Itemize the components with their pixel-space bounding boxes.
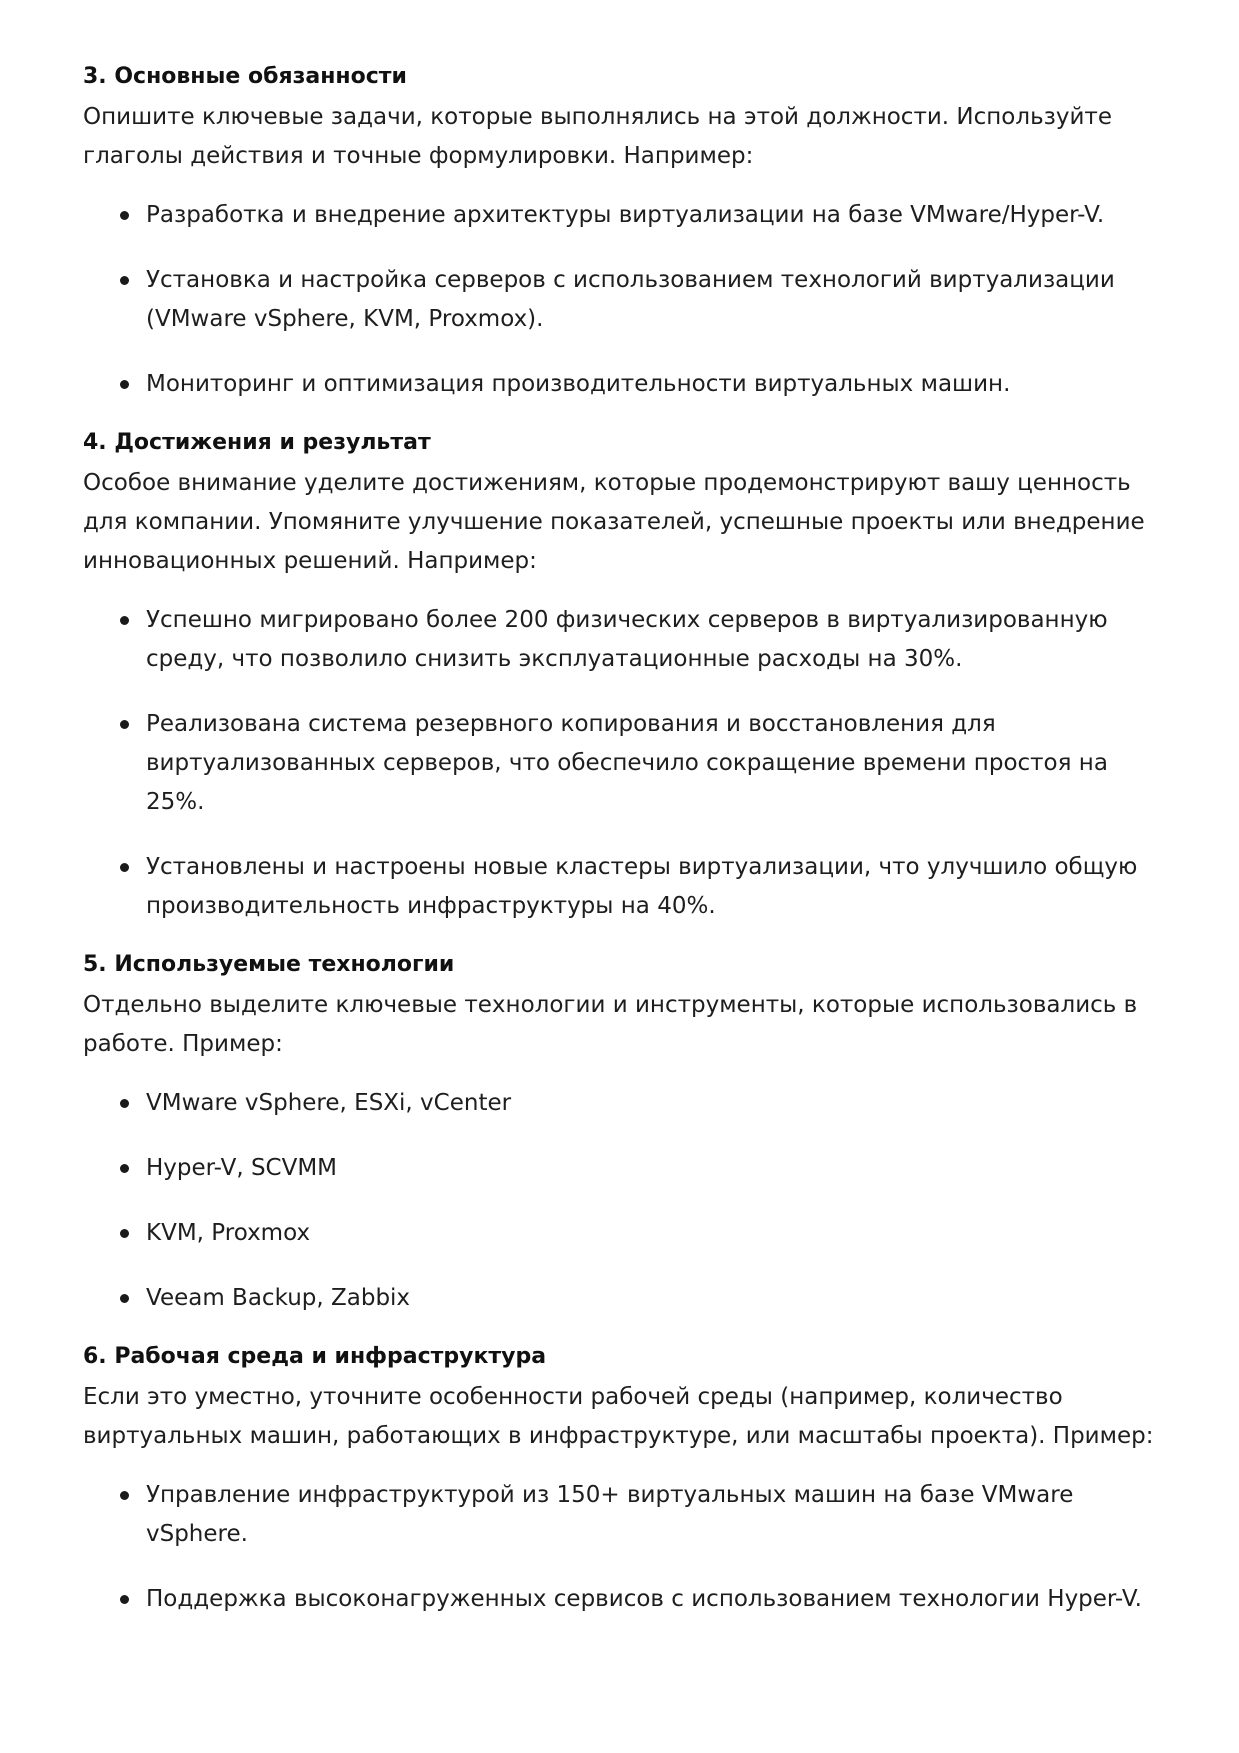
bullet-list	[83, 196, 1169, 404]
bullet-list	[83, 1084, 1169, 1318]
bullet-dot-icon	[120, 1491, 129, 1500]
list-item	[83, 1084, 1169, 1123]
list-item-text: Управление инфраструктурой из 150+ виртуальных машин на базе VMware vSphere.	[146, 1482, 1074, 1547]
list-item-text: Поддержка высоконагруженных сервисов с использованием технологии Hyper-V.	[146, 1586, 1142, 1612]
list-item-text: VMware vSphere, ESXi, vCenter	[146, 1090, 512, 1116]
list-item-text: Успешно мигрировано более 200 физических серверов в виртуализированную среду, что позволило снизить эксплуатационные расходы на 30%.	[146, 607, 1108, 672]
list-item	[83, 196, 1169, 235]
bullet-dot-icon	[120, 276, 129, 285]
bullet-dot-icon	[120, 1595, 129, 1604]
section-environment	[83, 1342, 1169, 1619]
bullet-dot-icon	[120, 863, 129, 872]
bullet-dot-icon	[120, 380, 129, 389]
list-item	[83, 365, 1169, 404]
section-text: Особое внимание уделите достижениям, которые продемонстрируют вашу ценность для компании. Упомяните улучшение показателей, успешные проекты или внедрение инновационных решений. Например:	[83, 470, 1145, 574]
section-text: Если это уместно, уточните особенности рабочей среды (например, количество виртуальных машин, работающих в инфраструктуре, или масштабы проекта). Пример:	[83, 1384, 1154, 1449]
list-item-text: Разработка и внедрение архитектуры виртуализации на базе VMware/Hyper-V.	[146, 202, 1105, 228]
list-item	[83, 1214, 1169, 1253]
section-title: 3. Основные обязанности	[83, 64, 407, 89]
bullet-dot-icon	[120, 1294, 129, 1303]
bullet-dot-icon	[120, 720, 129, 729]
section-text: Отдельно выделите ключевые технологии и инструменты, которые использовались в работе. Пример:	[83, 992, 1138, 1057]
list-item	[83, 261, 1169, 339]
bullet-dot-icon	[120, 1164, 129, 1173]
bullet-dot-icon	[120, 211, 129, 220]
list-item-text: Veeam Backup, Zabbix	[146, 1285, 411, 1311]
list-item-text: Мониторинг и оптимизация производительности виртуальных машин.	[146, 371, 1011, 397]
list-item	[83, 1149, 1169, 1188]
section-title: 4. Достижения и результат	[83, 430, 431, 455]
section-achievements	[83, 428, 1169, 926]
list-item	[83, 1580, 1169, 1619]
section-text: Опишите ключевые задачи, которые выполнялись на этой должности. Используйте глаголы действия и точные формулировки. Например:	[83, 104, 1112, 169]
section-responsibilities	[83, 62, 1169, 404]
list-item	[83, 1279, 1169, 1318]
bullet-list	[83, 601, 1169, 926]
section-technologies	[83, 950, 1169, 1318]
list-item-text: Реализована система резервного копирования и восстановления для виртуализованных серверов, что обеспечило сокращение времени простоя на 25%.	[146, 711, 1108, 815]
list-item-text: Установка и настройка серверов с использованием технологий виртуализации (VMware vSphere, KVM, Proxmox).	[146, 267, 1115, 332]
list-item	[83, 848, 1169, 926]
bullet-list	[83, 1476, 1169, 1619]
bullet-dot-icon	[120, 1229, 129, 1238]
list-item	[83, 705, 1169, 822]
list-item	[83, 1476, 1169, 1554]
list-item-text: Hyper-V, SCVMM	[146, 1155, 338, 1181]
list-item-text: KVM, Proxmox	[146, 1220, 311, 1246]
list-item-text: Установлены и настроены новые кластеры виртуализации, что улучшило общую производительность инфраструктуры на 40%.	[146, 854, 1138, 919]
list-item	[83, 601, 1169, 679]
bullet-dot-icon	[120, 1099, 129, 1108]
bullet-dot-icon	[120, 616, 129, 625]
section-title: 6. Рабочая среда и инфраструктура	[83, 1344, 547, 1369]
section-title: 5. Используемые технологии	[83, 952, 455, 977]
